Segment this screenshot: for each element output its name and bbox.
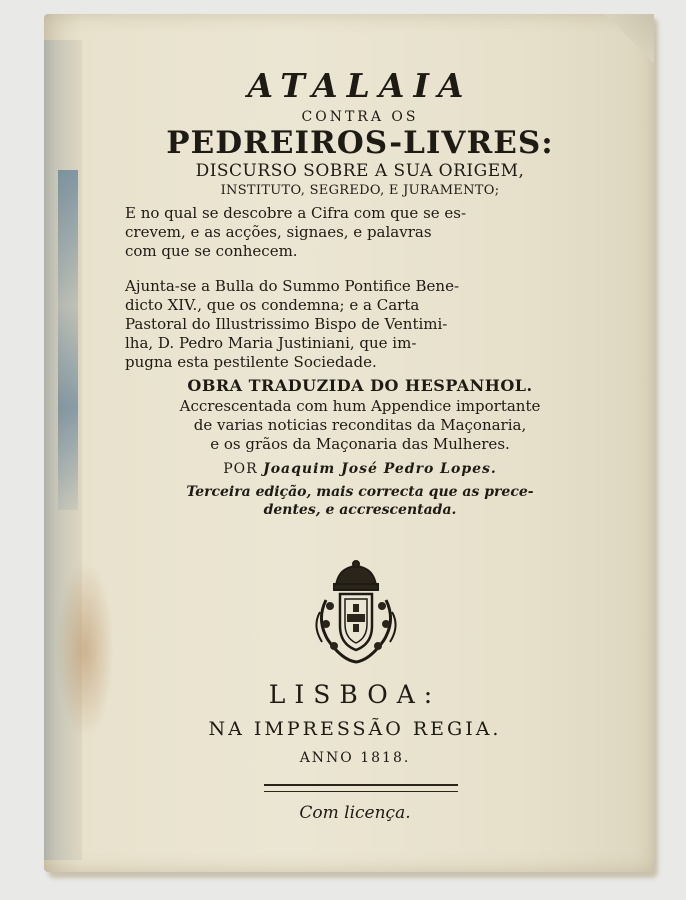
foxing-stain xyxy=(56,560,114,740)
author-name: Joaquim José Pedro Lopes. xyxy=(263,461,497,477)
bulla-paragraph xyxy=(125,277,595,372)
license-line: Com licença. xyxy=(299,803,411,823)
royal-coat-of-arms-icon xyxy=(306,560,406,668)
author-prefix: POR xyxy=(223,461,258,477)
translation-note: OBRA TRADUZIDA DO HESPANHOL. xyxy=(187,376,533,395)
year-line: ANNO 1818. xyxy=(299,750,411,766)
description-paragraph xyxy=(125,204,595,261)
discourse-line-2: INSTITUTO, SEGREDO, E JURAMENTO; xyxy=(220,183,500,198)
para1-line: com que se conhecem. xyxy=(125,242,298,260)
edition-line: Terceira edição, mais correcta que as prece- xyxy=(186,484,534,500)
appendix-line: Accrescentada com hum Appendice importante xyxy=(179,397,541,415)
title-page-text xyxy=(120,60,600,519)
divider-rule xyxy=(264,784,458,792)
city-line: LISBOA: xyxy=(268,680,442,709)
appendix-line: e os grãos da Maçonaria das Mulheres. xyxy=(210,435,510,453)
para2-line: lha, D. Pedro Maria Justiniani, que im- xyxy=(125,334,417,352)
edition-note xyxy=(120,483,600,519)
contra-line: CONTRA OS xyxy=(301,109,419,125)
para1-line: E no qual se descobre a Cifra com que se es- xyxy=(125,204,467,222)
para2-line: Pastoral do Illustrissimo Bispo de Ventimi- xyxy=(125,315,448,333)
discourse-line-1: DISCURSO SOBRE A SUA ORIGEM, xyxy=(195,161,525,181)
spine-binding-remnant xyxy=(58,170,78,510)
para2-line: dicto XIV., que os condemna; e a Carta xyxy=(125,296,420,314)
appendix-line: de varias noticias reconditas da Maçonaria, xyxy=(193,416,527,434)
main-title: PEDREIROS-LIVRES: xyxy=(166,125,554,161)
para1-line: crevem, e as acções, signaes, e palavras xyxy=(125,223,432,241)
worn-corner xyxy=(596,14,654,64)
edition-line: dentes, e accrescentada. xyxy=(263,502,457,518)
author-line xyxy=(120,461,600,477)
appendix-paragraph xyxy=(120,397,600,454)
para2-line: pugna esta pestilente Sociedade. xyxy=(125,353,377,371)
title: ATALAIA xyxy=(247,66,473,105)
para2-line: Ajunta-se a Bulla do Summo Pontifice Bene- xyxy=(125,277,460,295)
printer-line: NA IMPRESSÃO REGIA. xyxy=(208,718,502,740)
